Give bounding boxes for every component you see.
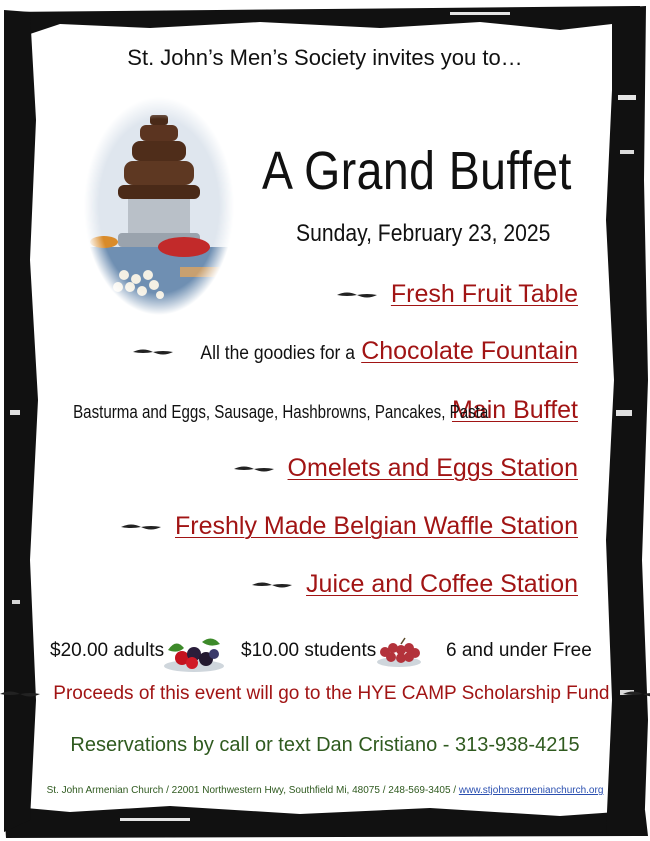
mixed-berries-icon [162,632,226,674]
flourish-icon [337,290,377,300]
station-label: Chocolate Fountain [361,337,578,365]
grapes-icon [375,636,423,668]
invitation-line: St. John’s Men’s Society invites you to… [127,45,523,70]
flourish-icon [133,347,173,357]
station-main-buffet [0,396,578,425]
station-label: Fresh Fruit Table [390,280,578,308]
footer-address: St. John Armenian Church / 22001 Northwestern Hwy, Southfield Mi, 48075 / 248-569-3405 / [46,785,459,796]
station-omelets [234,454,578,483]
station-waffle [121,512,578,541]
station-juice-coffee [252,570,578,599]
station-label: Omelets and Eggs Station [287,454,578,482]
price-students: $10.00 students [241,640,377,661]
station-label: Main Buffet [451,396,578,424]
station-fresh-fruit [337,280,578,309]
station-lead-text: All the goodies for a [200,343,356,364]
footer [0,785,650,796]
price-children: 6 and under Free [446,640,592,661]
flourish-icon [121,522,161,532]
flourish-icon [234,464,274,474]
event-title: A Grand Buffet [262,141,572,201]
station-label: Freshly Made Belgian Waffle Station [175,512,578,540]
flourish-icon [623,689,650,699]
reservations-line: Reservations by call or text Dan Cristiano - 313-938-4215 [70,734,580,756]
station-chocolate-fountain [133,337,578,366]
flourish-icon [252,580,292,590]
flourish-icon [0,689,40,699]
station-label: Juice and Coffee Station [306,570,578,598]
proceeds-line [0,683,650,705]
station-lead-text: Basturma and Eggs, Sausage, Hashbrowns, Pancakes, Pasta [72,402,488,422]
price-adults: $20.00 adults [50,640,165,661]
church-website-link[interactable]: www.stjohnsarmenianchurch.org [458,785,604,796]
proceeds-text: Proceeds of this event will go to the HYE CAMP Scholarship Fund [53,683,610,704]
chocolate-fountain-photo [84,97,234,315]
event-date: Sunday, February 23, 2025 [296,220,551,247]
